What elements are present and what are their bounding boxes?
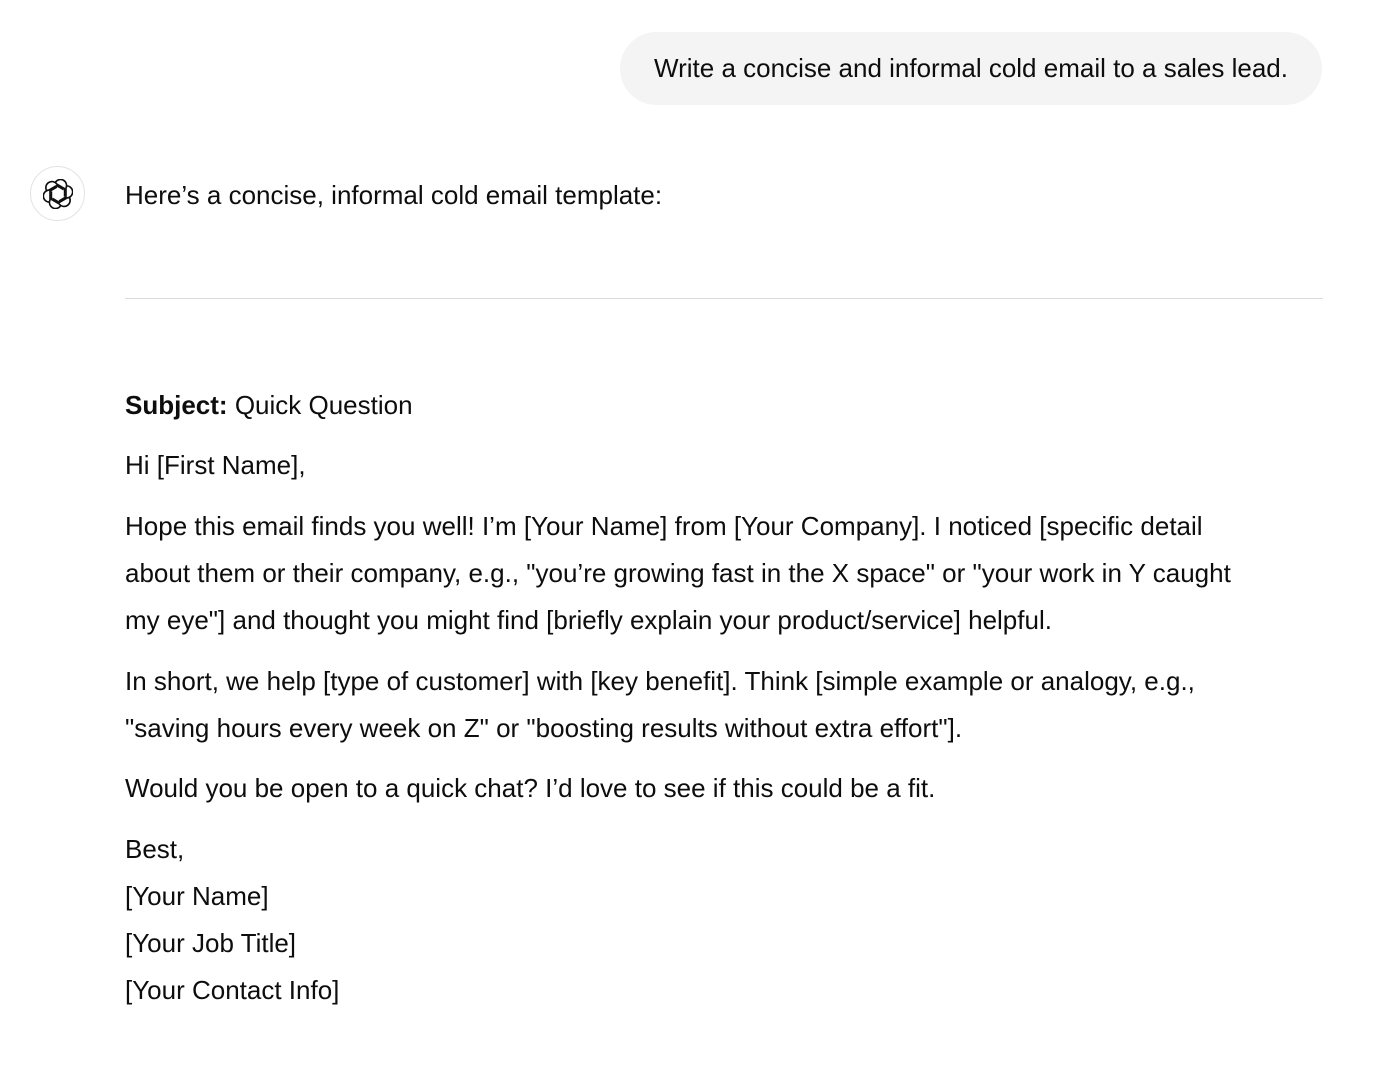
email-paragraph-line: about them or their company, e.g., "you’re growing fast in the X space" or "your work in Y caught bbox=[125, 558, 1231, 588]
signoff-job-title: [Your Job Title] bbox=[125, 928, 297, 958]
email-signoff bbox=[125, 826, 339, 1014]
email-greeting: Hi [First Name], bbox=[125, 450, 306, 480]
openai-logo-icon bbox=[43, 179, 73, 209]
horizontal-divider bbox=[125, 298, 1323, 299]
email-paragraph-intro bbox=[125, 503, 1231, 644]
email-paragraph-line: "saving hours every week on Z" or "boosting results without extra effort"]. bbox=[125, 713, 963, 743]
email-paragraph-line: Hope this email finds you well! I’m [Your Name] from [Your Company]. I noticed [specific detail bbox=[125, 511, 1203, 541]
email-subject-value: Quick Question bbox=[234, 390, 413, 420]
email-paragraph-line: my eye"] and thought you might find [briefly explain your product/service] helpful. bbox=[125, 605, 1052, 635]
signoff-closing: Best, bbox=[125, 834, 185, 864]
signoff-contact-info: [Your Contact Info] bbox=[125, 975, 340, 1005]
email-subject-label: Subject: bbox=[125, 390, 228, 420]
email-subject bbox=[125, 382, 413, 429]
email-paragraph-value bbox=[125, 658, 1195, 752]
user-message-text: Write a concise and informal cold email to a sales lead. bbox=[654, 53, 1288, 83]
assistant-intro-text: Here’s a concise, informal cold email template: bbox=[125, 180, 663, 210]
email-paragraph-cta: Would you be open to a quick chat? I’d love to see if this could be a fit. bbox=[125, 773, 936, 803]
assistant-avatar bbox=[30, 166, 85, 221]
email-paragraph-line: In short, we help [type of customer] with [key benefit]. Think [simple example or analogy, e.g., bbox=[125, 666, 1195, 696]
user-message-bubble bbox=[620, 32, 1322, 105]
signoff-name: [Your Name] bbox=[125, 881, 269, 911]
